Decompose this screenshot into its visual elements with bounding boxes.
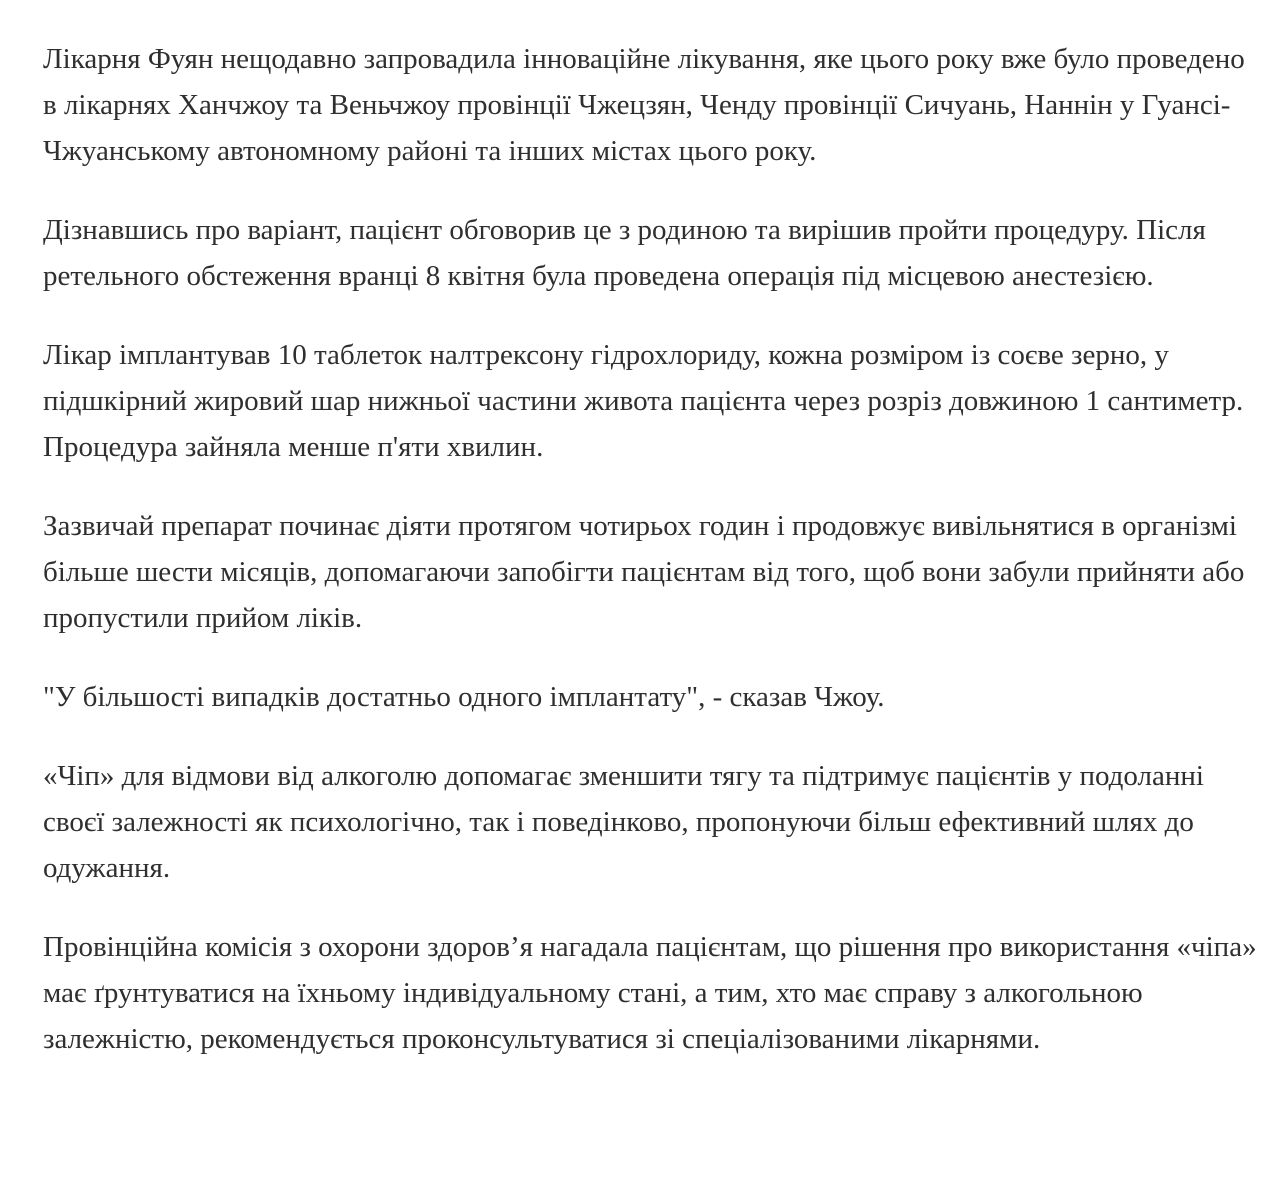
article-body (43, 36, 1258, 1062)
paragraph: Лікарня Фуян нещодавно запровадила інноваційне лікування, яке цього року вже було проведено в лікарнях Ханчжоу та Веньчжоу провінції Чжецзян, Ченду провінції Сичуань, Наннін у Гуансі-Чжуанському автономному районі та інших містах цього року. (43, 43, 1245, 167)
paragraph: Дізнавшись про варіант, пацієнт обговорив це з родиною та вирішив пройти процедуру. Після ретельного обстеження вранці 8 квітня була проведена операція під місцевою анестезією. (43, 214, 1206, 292)
paragraph: «Чіп» для відмови від алкоголю допомагає зменшити тягу та підтримує пацієнтів у подоланні своєї залежності як психологічно, так і поведінково, пропонуючи більш ефективний шлях до одужання. (43, 760, 1204, 884)
paragraph: Провінційна комісія з охорони здоров’я нагадала пацієнтам, що рішення про використання «чіпа» має ґрунтуватися на їхньому індивідуальному стані, а тим, хто має справу з алкогольною залежністю, рекомендується проконсультуватися зі спеціалізованими лікарнями. (43, 931, 1257, 1055)
quote-paragraph: "У більшості випадків достатньо одного імплантату", - сказав Чжоу. (43, 681, 885, 713)
paragraph: Лікар імплантував 10 таблеток налтрексону гідрохлориду, кожна розміром із соєве зерно, у підшкірний жировий шар нижньої частини живота пацієнта через розріз довжиною 1 сантиметр. Процедура зайняла менше п'яти хвилин. (43, 339, 1244, 463)
paragraph: Зазвичай препарат починає діяти протягом чотирьох годин і продовжує вивільнятися в організмі більше шести місяців, допомагаючи запобігти пацієнтам від того, щоб вони забули прийняти або пропустили прийом ліків. (43, 510, 1245, 634)
